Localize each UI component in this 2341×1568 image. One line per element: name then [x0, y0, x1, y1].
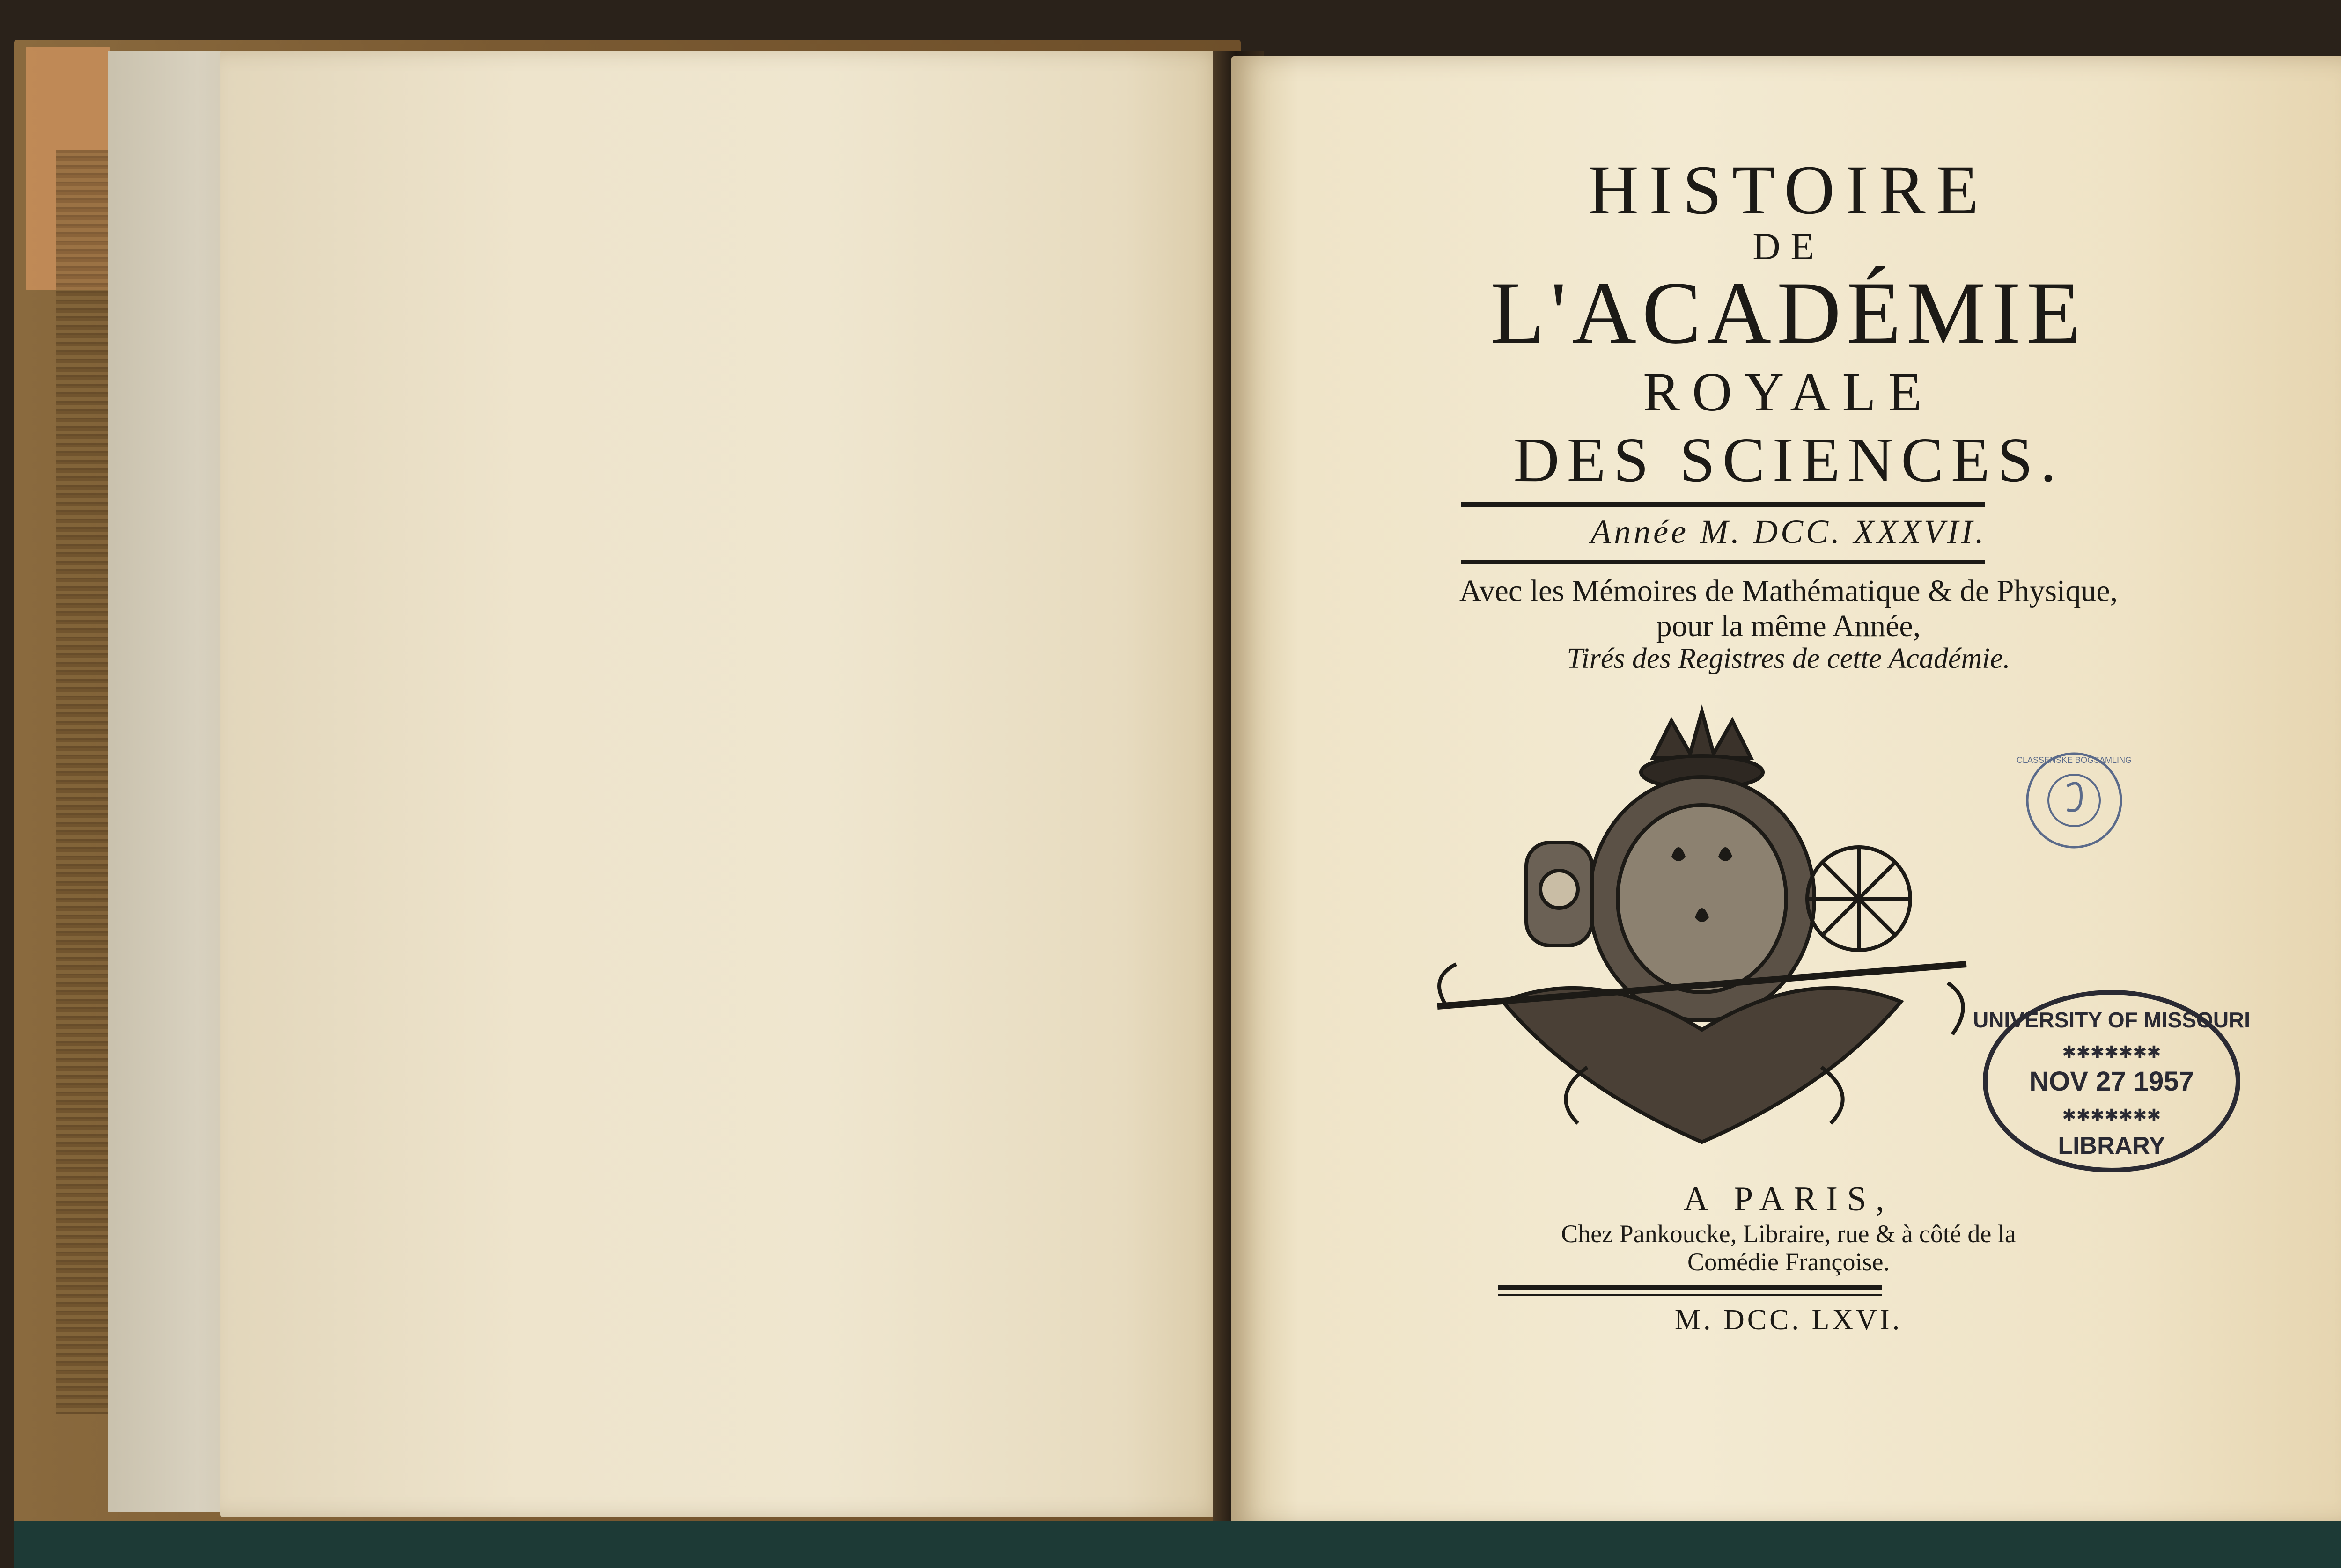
library-stamp-icon: [1973, 983, 2251, 1180]
stamp-date: NOV 27 1957: [2029, 1066, 2194, 1097]
year-line: Année M. DCC. XXXVII.: [1590, 513, 1987, 550]
blank-flyleaf: [220, 51, 1227, 1517]
publication-date: M. DCC. LXVI.: [1674, 1304, 1903, 1336]
stamp-bottom-text: LIBRARY: [2058, 1132, 2165, 1159]
stamp-top-text: UNIVERSITY OF MISSOURI: [1973, 1008, 2251, 1032]
rule-bottom-thick: [1498, 1285, 1882, 1290]
imprint-line-2: Comédie Françoise.: [1687, 1248, 1890, 1276]
title-line-academie: L'ACADÉMIE: [1490, 264, 2087, 362]
subtitle-line-3: Tirés des Registres de cette Académie.: [1567, 643, 2010, 674]
svg-text:✱✱✱✱✱✱✱: ✱✱✱✱✱✱✱: [2062, 1106, 2161, 1125]
subtitle-line-1: Avec les Mémoires de Mathématique & de Physique,: [1459, 574, 2118, 608]
imprint-city: A PARIS,: [1683, 1180, 1894, 1218]
royal-emblem-icon: [1409, 702, 1995, 1180]
title-line-sciences: DES SCIENCES.: [1513, 425, 2064, 495]
library-seal-icon: [2016, 749, 2132, 852]
svg-text:✱✱✱✱✱✱✱: ✱✱✱✱✱✱✱: [2062, 1042, 2161, 1062]
imprint-line-1: Chez Pankoucke, Libraire, rue & à côté de la: [1561, 1220, 2016, 1248]
subtitle-line-2: pour la même Année,: [1656, 609, 1921, 643]
title-line-de: DE: [1752, 225, 1825, 268]
seal-text: CLASSENSKE BOGSAMLING: [2016, 755, 2132, 765]
title-line-royale: ROYALE: [1643, 361, 1934, 423]
rule-bottom-thin: [1498, 1294, 1882, 1296]
title-line-histoire: HISTOIRE: [1588, 151, 1989, 229]
rule-under-year: [1461, 560, 1985, 564]
bottom-edge: [14, 1521, 2341, 1568]
rule-top: [1461, 502, 1985, 507]
